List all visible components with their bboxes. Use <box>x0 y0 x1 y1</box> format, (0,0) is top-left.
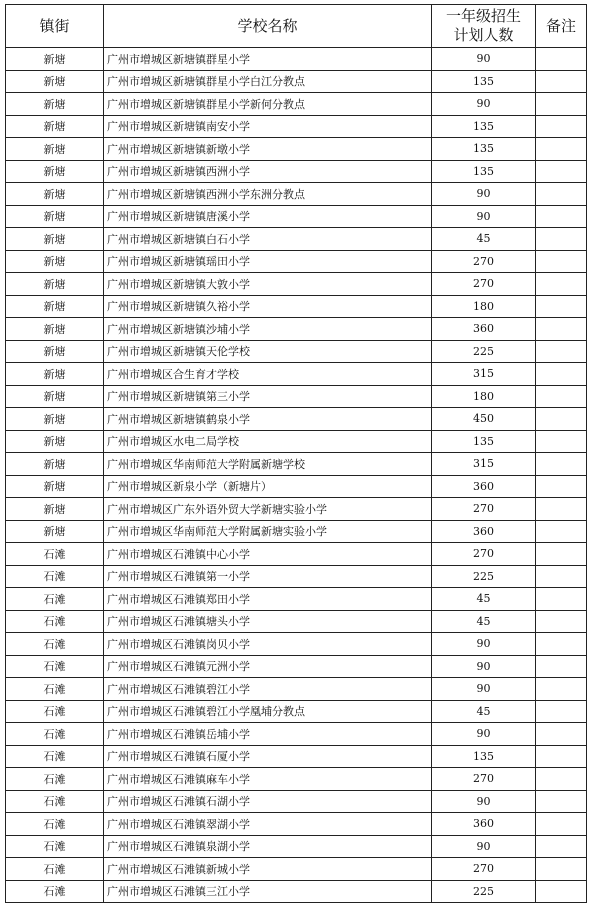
table-row <box>6 745 587 768</box>
table-row <box>6 835 587 858</box>
quota-cell: 135 <box>432 138 536 161</box>
table-row <box>6 250 587 273</box>
town-cell: 新塘 <box>6 93 104 116</box>
table-row <box>6 768 587 791</box>
table-row <box>6 678 587 701</box>
town-cell: 石滩 <box>6 543 104 566</box>
note-cell <box>536 610 587 633</box>
school-name-cell: 广州市增城区石滩镇塘头小学 <box>104 610 432 633</box>
quota-cell: 315 <box>432 453 536 476</box>
note-cell <box>536 48 587 71</box>
quota-cell: 90 <box>432 93 536 116</box>
town-cell: 石滩 <box>6 678 104 701</box>
town-cell: 新塘 <box>6 228 104 251</box>
table-row <box>6 115 587 138</box>
note-cell <box>536 228 587 251</box>
table-row <box>6 588 587 611</box>
quota-cell: 270 <box>432 543 536 566</box>
note-cell <box>536 543 587 566</box>
quota-cell: 90 <box>432 655 536 678</box>
quota-cell: 90 <box>432 678 536 701</box>
note-cell <box>536 768 587 791</box>
school-name-cell: 广州市增城区新泉小学（新塘片） <box>104 475 432 498</box>
table-row <box>6 205 587 228</box>
note-cell <box>536 813 587 836</box>
school-name-cell: 广州市增城区新塘镇西洲小学 <box>104 160 432 183</box>
school-name-cell: 广州市增城区石滩镇新城小学 <box>104 858 432 881</box>
quota-cell: 135 <box>432 745 536 768</box>
header-quota-line1: 一年级招生 <box>445 7 521 25</box>
town-cell: 新塘 <box>6 363 104 386</box>
table-row <box>6 160 587 183</box>
town-cell: 石滩 <box>6 633 104 656</box>
enrollment-table <box>5 4 587 903</box>
table-row <box>6 565 587 588</box>
school-name-cell: 广州市增城区石滩镇元洲小学 <box>104 655 432 678</box>
school-name-cell: 广州市增城区华南师范大学附属新塘学校 <box>104 453 432 476</box>
table-row <box>6 93 587 116</box>
town-cell: 新塘 <box>6 138 104 161</box>
school-name-cell: 广州市增城区石滩镇碧江小学 <box>104 678 432 701</box>
quota-cell: 135 <box>432 70 536 93</box>
note-cell <box>536 790 587 813</box>
school-name-cell: 广州市增城区新塘镇瑶田小学 <box>104 250 432 273</box>
town-cell: 石滩 <box>6 835 104 858</box>
town-cell: 石滩 <box>6 745 104 768</box>
school-name-cell: 广州市增城区新塘镇天伦学校 <box>104 340 432 363</box>
quota-cell: 270 <box>432 273 536 296</box>
quota-cell: 90 <box>432 183 536 206</box>
note-cell <box>536 93 587 116</box>
note-cell <box>536 70 587 93</box>
table-row <box>6 610 587 633</box>
town-cell: 新塘 <box>6 520 104 543</box>
quota-cell: 45 <box>432 610 536 633</box>
quota-cell: 270 <box>432 250 536 273</box>
town-cell: 新塘 <box>6 295 104 318</box>
school-name-cell: 广州市增城区新塘镇白石小学 <box>104 228 432 251</box>
table-row <box>6 70 587 93</box>
town-cell: 新塘 <box>6 340 104 363</box>
table-row <box>6 813 587 836</box>
school-name-cell: 广州市增城区石滩镇三江小学 <box>104 880 432 903</box>
note-cell <box>536 183 587 206</box>
town-cell: 新塘 <box>6 273 104 296</box>
note-cell <box>536 408 587 431</box>
quota-cell: 45 <box>432 700 536 723</box>
table-row <box>6 340 587 363</box>
table-row <box>6 318 587 341</box>
quota-cell: 90 <box>432 48 536 71</box>
table-row <box>6 543 587 566</box>
note-cell <box>536 520 587 543</box>
school-name-cell: 广州市增城区石滩镇泉湖小学 <box>104 835 432 858</box>
header-town: 镇街 <box>6 5 104 48</box>
table-row <box>6 858 587 881</box>
school-name-cell: 广州市增城区新塘镇久裕小学 <box>104 295 432 318</box>
table-row <box>6 430 587 453</box>
school-name-cell: 广州市增城区新塘镇第三小学 <box>104 385 432 408</box>
quota-cell: 45 <box>432 588 536 611</box>
note-cell <box>536 250 587 273</box>
town-cell: 新塘 <box>6 205 104 228</box>
note-cell <box>536 475 587 498</box>
note-cell <box>536 340 587 363</box>
quota-cell: 270 <box>432 498 536 521</box>
school-name-cell: 广州市增城区新塘镇南安小学 <box>104 115 432 138</box>
school-name-cell: 广州市增城区石滩镇第一小学 <box>104 565 432 588</box>
school-name-cell: 广州市增城区石滩镇岳埔小学 <box>104 723 432 746</box>
town-cell: 新塘 <box>6 48 104 71</box>
town-cell: 石滩 <box>6 610 104 633</box>
school-name-cell: 广州市增城区广东外语外贸大学新塘实验小学 <box>104 498 432 521</box>
table-header <box>6 5 587 48</box>
quota-cell: 180 <box>432 385 536 408</box>
note-cell <box>536 273 587 296</box>
note-cell <box>536 588 587 611</box>
town-cell: 新塘 <box>6 250 104 273</box>
note-cell <box>536 858 587 881</box>
table-row <box>6 295 587 318</box>
note-cell <box>536 565 587 588</box>
quota-cell: 225 <box>432 565 536 588</box>
header-enrollment-quota <box>432 5 536 48</box>
note-cell <box>536 633 587 656</box>
school-name-cell: 广州市增城区新塘镇新墩小学 <box>104 138 432 161</box>
town-cell: 石滩 <box>6 723 104 746</box>
table-body <box>6 48 587 903</box>
note-cell <box>536 138 587 161</box>
quota-cell: 135 <box>432 160 536 183</box>
town-cell: 新塘 <box>6 385 104 408</box>
note-cell <box>536 835 587 858</box>
note-cell <box>536 678 587 701</box>
note-cell <box>536 723 587 746</box>
school-name-cell: 广州市增城区新塘镇大敦小学 <box>104 273 432 296</box>
note-cell <box>536 745 587 768</box>
school-name-cell: 广州市增城区石滩镇岗贝小学 <box>104 633 432 656</box>
header-note: 备注 <box>536 5 587 48</box>
table-row <box>6 700 587 723</box>
school-name-cell: 广州市增城区新塘镇唐溪小学 <box>104 205 432 228</box>
header-school-name: 学校名称 <box>104 5 432 48</box>
quota-cell: 135 <box>432 430 536 453</box>
town-cell: 石滩 <box>6 813 104 836</box>
school-name-cell: 广州市增城区石滩镇石厦小学 <box>104 745 432 768</box>
quota-cell: 90 <box>432 723 536 746</box>
school-name-cell: 广州市增城区水电二局学校 <box>104 430 432 453</box>
school-name-cell: 广州市增城区华南师范大学附属新塘实验小学 <box>104 520 432 543</box>
quota-cell: 360 <box>432 520 536 543</box>
school-name-cell: 广州市增城区新塘镇鹤泉小学 <box>104 408 432 431</box>
quota-cell: 360 <box>432 318 536 341</box>
table-row <box>6 408 587 431</box>
quota-cell: 360 <box>432 475 536 498</box>
town-cell: 新塘 <box>6 70 104 93</box>
table-row <box>6 475 587 498</box>
header-row <box>6 5 587 48</box>
table-row <box>6 453 587 476</box>
note-cell <box>536 453 587 476</box>
school-name-cell: 广州市增城区合生育才学校 <box>104 363 432 386</box>
town-cell: 石滩 <box>6 655 104 678</box>
quota-cell: 90 <box>432 205 536 228</box>
table-row <box>6 138 587 161</box>
school-name-cell: 广州市增城区新塘镇群星小学 <box>104 48 432 71</box>
table-row <box>6 723 587 746</box>
school-name-cell: 广州市增城区石滩镇石湖小学 <box>104 790 432 813</box>
note-cell <box>536 880 587 903</box>
table-row <box>6 790 587 813</box>
note-cell <box>536 318 587 341</box>
quota-cell: 45 <box>432 228 536 251</box>
town-cell: 新塘 <box>6 408 104 431</box>
table-row <box>6 363 587 386</box>
town-cell: 石滩 <box>6 588 104 611</box>
town-cell: 石滩 <box>6 768 104 791</box>
town-cell: 石滩 <box>6 700 104 723</box>
town-cell: 新塘 <box>6 115 104 138</box>
school-name-cell: 广州市增城区新塘镇群星小学新何分教点 <box>104 93 432 116</box>
table-row <box>6 228 587 251</box>
note-cell <box>536 295 587 318</box>
table-row <box>6 498 587 521</box>
school-name-cell: 广州市增城区石滩镇翠湖小学 <box>104 813 432 836</box>
quota-cell: 360 <box>432 813 536 836</box>
quota-cell: 270 <box>432 768 536 791</box>
school-name-cell: 广州市增城区石滩镇郑田小学 <box>104 588 432 611</box>
town-cell: 新塘 <box>6 475 104 498</box>
table-row <box>6 183 587 206</box>
note-cell <box>536 498 587 521</box>
town-cell: 石滩 <box>6 565 104 588</box>
table-row <box>6 880 587 903</box>
school-name-cell: 广州市增城区新塘镇群星小学白江分教点 <box>104 70 432 93</box>
quota-cell: 90 <box>432 790 536 813</box>
table-row <box>6 520 587 543</box>
header-quota-line2: 计划人数 <box>453 26 514 44</box>
quota-cell: 180 <box>432 295 536 318</box>
town-cell: 新塘 <box>6 183 104 206</box>
town-cell: 新塘 <box>6 453 104 476</box>
note-cell <box>536 205 587 228</box>
quota-cell: 90 <box>432 633 536 656</box>
table-row <box>6 655 587 678</box>
town-cell: 石滩 <box>6 880 104 903</box>
school-name-cell: 广州市增城区新塘镇西洲小学东洲分教点 <box>104 183 432 206</box>
quota-cell: 450 <box>432 408 536 431</box>
table-row <box>6 633 587 656</box>
quota-cell: 90 <box>432 835 536 858</box>
school-name-cell: 广州市增城区新塘镇沙埔小学 <box>104 318 432 341</box>
town-cell: 新塘 <box>6 498 104 521</box>
town-cell: 新塘 <box>6 160 104 183</box>
table-row <box>6 273 587 296</box>
school-name-cell: 广州市增城区石滩镇碧江小学凰埔分教点 <box>104 700 432 723</box>
school-name-cell: 广州市增城区石滩镇麻车小学 <box>104 768 432 791</box>
note-cell <box>536 363 587 386</box>
table-row <box>6 48 587 71</box>
quota-cell: 315 <box>432 363 536 386</box>
quota-cell: 135 <box>432 115 536 138</box>
note-cell <box>536 655 587 678</box>
table-row <box>6 385 587 408</box>
quota-cell: 225 <box>432 340 536 363</box>
town-cell: 石滩 <box>6 790 104 813</box>
town-cell: 新塘 <box>6 318 104 341</box>
quota-cell: 270 <box>432 858 536 881</box>
school-name-cell: 广州市增城区石滩镇中心小学 <box>104 543 432 566</box>
note-cell <box>536 430 587 453</box>
note-cell <box>536 700 587 723</box>
note-cell <box>536 115 587 138</box>
note-cell <box>536 160 587 183</box>
town-cell: 新塘 <box>6 430 104 453</box>
note-cell <box>536 385 587 408</box>
town-cell: 石滩 <box>6 858 104 881</box>
quota-cell: 225 <box>432 880 536 903</box>
